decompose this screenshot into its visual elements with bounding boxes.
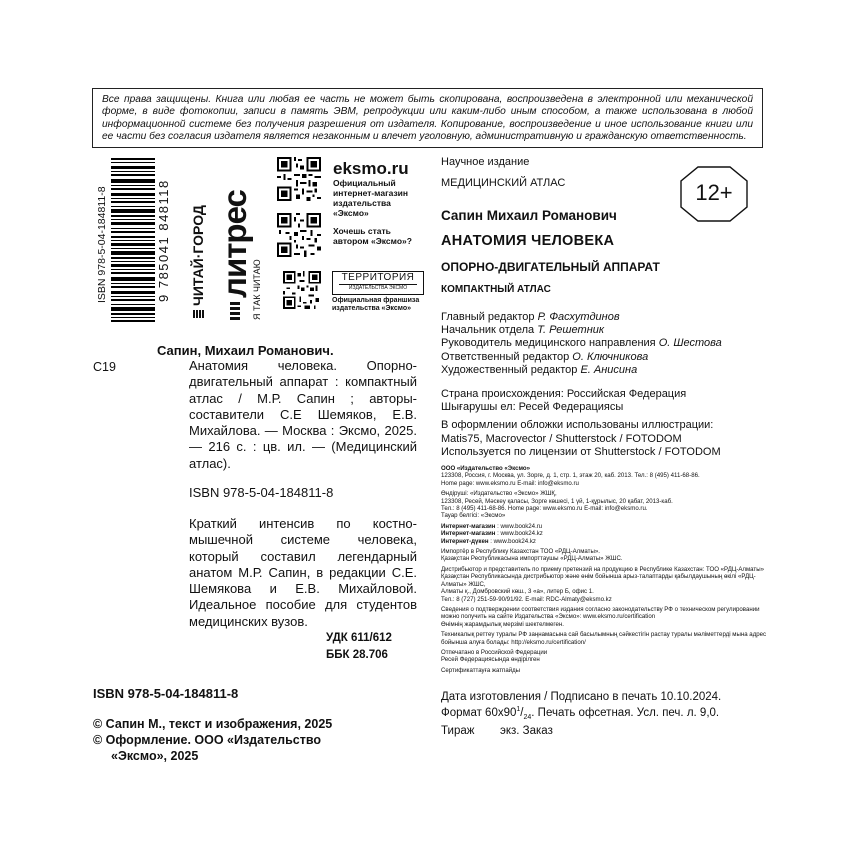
imprint-run: Тираж экз. Заказ [441, 724, 553, 737]
design-line: Matis75, Macrovector / Shutterstock / FOTODOM [441, 432, 682, 445]
chitai-gorod-icon [192, 310, 204, 318]
chitai-gorod-logo [188, 160, 208, 318]
eksmo-url[interactable]: eksmo.ru [333, 159, 409, 178]
udk-code: УДК 611/612 [326, 632, 392, 644]
rights-notice: Все права защищены. Книга или любая ее часть не может быть скопирована, воспроизведена в электронной или механической форме, в виде фотокопии, записи в память ЭВМ, репродукции или каким-либо иным способом, а также использована в любой информационной системе без получения разрешения от издателя. Копирование, воспроизведение и иное использование книги или ее части без согласия издателя является незаконным и влечет уголовную, административную и гражданскую ответственность. [92, 88, 763, 148]
bbk-code: ББК 28.706 [326, 649, 388, 661]
credit-line: Ответственный редактор О. Ключникова [441, 350, 649, 363]
qr-code-eksmo [277, 157, 321, 201]
copyright-line: © Сапин М., текст и изображения, 2025 [93, 717, 333, 731]
territory-logo [332, 271, 424, 295]
origin-info [441, 388, 771, 414]
age-rating: 12+ [695, 180, 733, 205]
annotation: Краткий интенсив по костно-мышечной системе человека, который составил легендарный анатом М.Р. Сапин, в редакции С.Е. Шемякова и Е.В. Михайловой. Идеальное пособие для студентов медицинских вузов. [189, 516, 417, 629]
litres-logo [216, 160, 253, 320]
credit-line: Художественный редактор Е. Анисина [441, 363, 638, 376]
barcode [111, 158, 155, 324]
barcode-digits: 9 785041 848118 [156, 179, 171, 303]
book-title: АНАТОМИЯ ЧЕЛОВЕКА [441, 233, 615, 249]
territory-subtitle: ИЗДАТЕЛЬСТВА ЭКСМО [339, 284, 417, 292]
catalog-author: Сапин, Михаил Романович. [157, 343, 334, 358]
edition-type: Научное издание [441, 156, 530, 168]
publisher-fine-print: ООО «Издательство «Эксмо» 123308, Россия, г. Москва, ул. Зорге, д. 1, стр. 1, этаж 20, каб. 2013. Тел.: 8 (495) 411-68-86. Home page: www.eksmo.ru E-mail: info@eksmo.ru Өндіруші: «Издательство «Эксмо» ЖШҚ, 123308, Ресей, Мәскеу қаласы, Зорге көшесі, 1 үй, 1-құрылыс, 20 қабат, 2013-каб. Тел.: 8 (495) 411-68-86. Home page: www.eksmo.ru E-mail: info@eksmo.ru. Тауар белгісі: «Эксмо» Интернет-магазин : www.book24.ru Интернет-магазин : www.book24.kz Интернет-дүкен : www.book24.kz Импортёр в Республику Казахстан ТОО «РДЦ-Алматы». Қазақстан Республикасына импорттаушы «РДЦ-Алматы» ЖШС. Дистрибьютор и представитель по приему претензий на продукцию в Республике Казахстан: ТОО «РДЦ-Алматы» Қазақстан Республикасында дистрибьютор және өнім бойынша арыз-талаптарды қабылдаушының өкілі «РДЦ-Алматы» ЖШС, Алматы қ., Домбровский көш., 3 «а», литер Б, офис 1. Тел.: 8 (727) 251-59-90/91/92. E-mail: RDC-Almaty@eksmo.kz Сведения о подтверждении соответствия издания согласно законодательству РФ о техническом регулировании можно получить на сайте Издательства «Эксмо»: www.eksmo.ru/certification Өнімнің жарамдылық мерзімі шектелмеген. Техникалық реттеу туралы РФ заңнамасына сай басылымның сәйкестігін растау туралы мәліметтерді мына адрес бойынша алуға болады: http://eksmo.ru/certification/ Отпечатано в Российской Федерации Ресей Федерациясында өндірілген Сертификаттауға жатпайды [441, 465, 767, 674]
design-line: Используется по лицензии от Shutterstock / FOTODOM [441, 446, 721, 458]
imprint-date: Дата изготовления / Подписано в печать 10.10.2024. [441, 691, 722, 703]
isbn-bottom: ISBN 978-5-04-184811-8 [93, 686, 239, 701]
isbn-record: ISBN 978-5-04-184811-8 [189, 485, 334, 500]
credit-line: Начальник отдела Т. Решетник [441, 324, 605, 337]
copyright-line: «Эксмо», 2025 [111, 749, 199, 763]
litres-icon [230, 302, 240, 320]
catalog-code: С19 [93, 360, 116, 374]
book-subtitle: ОПОРНО-ДВИГАТЕЛЬНЫЙ АППАРАТ [441, 260, 660, 274]
imprint-format: Формат $60x90^1/_{24}$. Печать офсетная. Усл. печ. л. 9,0. [441, 705, 720, 721]
classification-codes [326, 630, 392, 664]
territory-title: ТЕРРИТОРИЯ [341, 272, 415, 283]
book-subtitle-2: КОМПАКТНЫЙ АТЛАС [441, 284, 551, 295]
credit-line: Руководитель медицинского направления О. Шестова [441, 337, 722, 350]
origin-line: Страна происхождения: Российская Федерация [441, 388, 687, 400]
bibliographic-record: Анатомия человека. Опорно-двигательный аппарат : компактный атлас / М.Р. Сапин ; авторы-составители С.Е Шемяков, Е.В. Михайлова. — Москва : Эксмо, 2025. — 216 с. : цв. ил. — (Медицинский атлас). [189, 358, 417, 471]
eksmo-shop-caption: Официальный интернет-магазин издательства «Эксмо» [333, 178, 409, 218]
qr-code-territory [283, 271, 321, 309]
design-credits [441, 419, 771, 460]
copyright-notice [93, 716, 393, 764]
credit-line: Главный редактор Р. Фасхутдинов [441, 311, 620, 323]
author-name: Сапин Михаил Романович [441, 208, 617, 223]
copyright-line: © Оформление. ООО «Издательство [93, 733, 321, 747]
design-line: В оформлении обложки использованы иллюстрации: [441, 419, 714, 431]
credits-list [441, 311, 771, 377]
territory-caption: Официальная франшиза издательства «Эксмо» [332, 297, 420, 312]
chitai-gorod-label: ЧИТАЙ·ГОРОД [190, 205, 206, 306]
origin-line: Шығарушы ел: Ресей Федерациясы [441, 401, 624, 414]
qr-code-author [277, 213, 321, 257]
barcode-isbn-label: ISBN 978-5-04-184811-8 [96, 186, 108, 304]
print-imprint [441, 691, 771, 738]
litres-tagline: Я ТАК ЧИТАЮ [252, 259, 262, 320]
litres-wordmark: литрес [216, 190, 253, 298]
series-name: МЕДИЦИНСКИЙ АТЛАС [441, 177, 566, 189]
eksmo-author-caption: Хочешь стать автором «Эксмо»? [333, 226, 412, 246]
